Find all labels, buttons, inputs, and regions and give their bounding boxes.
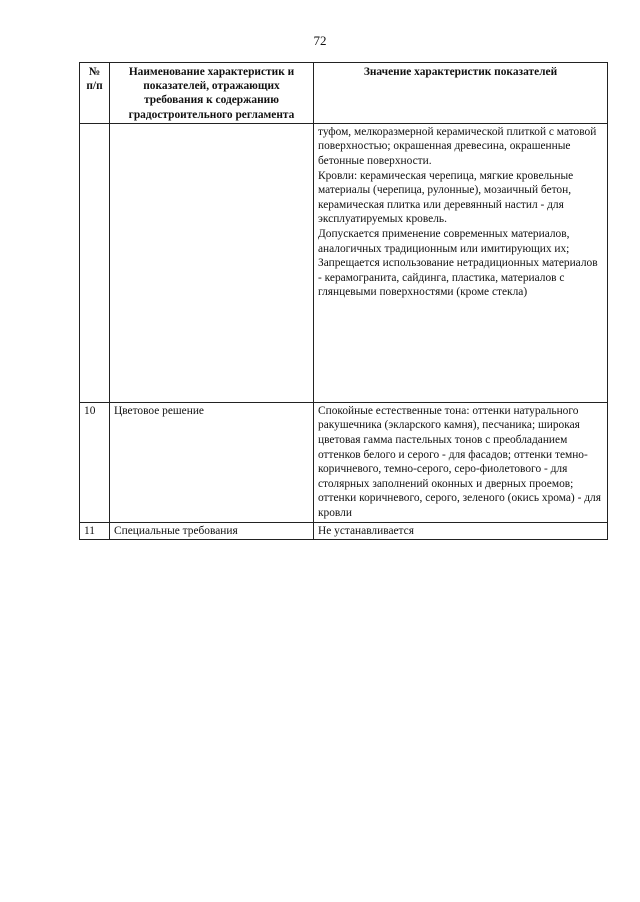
table-header-row (80, 63, 608, 124)
row-characteristic-name (110, 123, 314, 402)
row-characteristic-value (314, 402, 608, 522)
table-row (80, 123, 608, 402)
row-characteristic-name: Специальные требования (110, 522, 314, 540)
value-paragraph: Не устанавливается (318, 524, 414, 537)
page-number: 72 (313, 33, 327, 48)
regulation-table (79, 62, 608, 540)
table-row (80, 402, 608, 522)
row-characteristic-value (314, 123, 608, 402)
row-number (80, 123, 110, 402)
header-number: № п/п (80, 63, 110, 124)
value-paragraph: Запрещается использование нетрадиционных материалов - керамогранита, сайдинга, пластика, материалов с глянцевыми поверхностями (кроме стекла) (318, 257, 598, 299)
row-characteristic-name: Цветовое решение (110, 402, 314, 522)
value-paragraph: Кровли: керамическая черепица, мягкие кровельные материалы (черепица, рулонные), мозаичный бетон, керамическая плитка или деревянный настил - для эксплуатируемых кровель. (318, 169, 574, 226)
table-row (80, 522, 608, 540)
row-number: 11 (80, 522, 110, 540)
header-characteristic-value: Значение характеристик показателей (314, 63, 608, 124)
row-number: 10 (80, 402, 110, 522)
value-paragraph: Допускается применение современных материалов, аналогичных традиционным или имитирующих их; (318, 227, 570, 255)
value-paragraph: туфом, мелкоразмерной керамической плиткой с матовой поверхностью; окрашенная древесина, окрашенные бетонные поверхности. (318, 125, 597, 167)
row-characteristic-value (314, 522, 608, 540)
value-paragraph: Спокойные естественные тона: оттенки натурального ракушечника (экларского камня), песчаника; широкая цветовая гамма пастельных тонов с преобладанием оттенков белого и серого - для фасадов; оттенки темно-коричневого, темно-серого, серо-фиолетового - для столярных заполнений оконных и дверных проемов; оттенки коричневого, серого, зеленого (окись хрома) - для кровли (318, 404, 601, 519)
header-characteristic-name: Наименование характеристик и показателей, отражающих требования к содержанию градостроительного регламента (110, 63, 314, 124)
